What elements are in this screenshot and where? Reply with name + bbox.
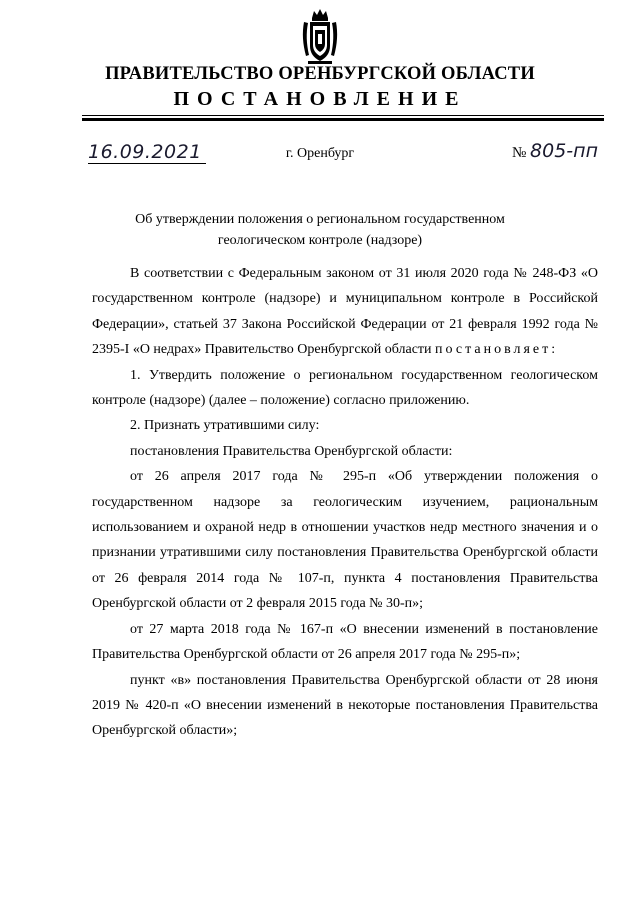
document-number [512, 140, 598, 162]
document-date: 16.09.2021 [88, 141, 206, 164]
header-rule-thin [82, 115, 604, 116]
paragraph-item-1: 1. Утвердить положение о региональном государственном геологическом контроле (надзоре) (далее – положение) согласно приложению. [92, 367, 598, 409]
paragraph-preamble [92, 261, 598, 363]
number-value: 805-пп [530, 140, 598, 162]
paragraph-item-2: 2. Признать утратившими силу: [130, 418, 320, 434]
number-prefix: № [511, 145, 527, 161]
paragraph-list-item-1: от 26 апреля 2017 года № 295-п «Об утверждении положения о государственном надзоре за геологическим изучением, рациональным использованием и охраной недр в отношении участков недр местного значения и о признании утратившими силу постановления Правительства Оренбургской области от 26 февраля 2014 года № 107-п, пункта 4 постановления Правительства Оренбургской области от 2 февраля 2015 года № 30-п»; [92, 469, 598, 612]
document-title [0, 209, 640, 251]
title-line-2: геологическом контроле (надзоре) [217, 233, 423, 248]
paragraph-list-item-2: от 27 марта 2018 года № 167-п «О внесении изменений в постановление Правительства Оренбургской области от 26 апреля 2017 года № 295-п»; [92, 621, 598, 663]
organization-name: ПРАВИТЕЛЬСТВО ОРЕНБУРГСКОЙ ОБЛАСТИ [105, 64, 535, 84]
document-body [92, 261, 598, 744]
resolves-word: постановляет [435, 342, 552, 358]
document-type: ПОСТАНОВЛЕНИЕ [173, 88, 467, 110]
preamble-text: В соответствии с Федеральным законом от 31 июля 2020 года № 248-ФЗ «О государственном контроле (надзоре) и муниципальном контроле в Российской Федерации», статьей 37 Закона Российской Федерации от 21 февраля 1992 года № 2395-I «О недрах» Правительство Оренбургской области [92, 266, 598, 358]
preamble-end: : [551, 342, 556, 358]
document-city: г. Оренбург [285, 146, 355, 161]
title-line-1: Об утверждении положения о региональном государственном [135, 212, 505, 227]
coat-of-arms-icon [300, 8, 340, 66]
paragraph-list-intro: постановления Правительства Оренбургской области: [130, 443, 453, 459]
paragraph-list-item-3: пункт «в» постановления Правительства Оренбургской области от 28 июня 2019 № 420-п «О внесении изменений в некоторые постановления Правительства Оренбургской области»; [92, 672, 598, 739]
header-rule-thick [82, 118, 604, 121]
